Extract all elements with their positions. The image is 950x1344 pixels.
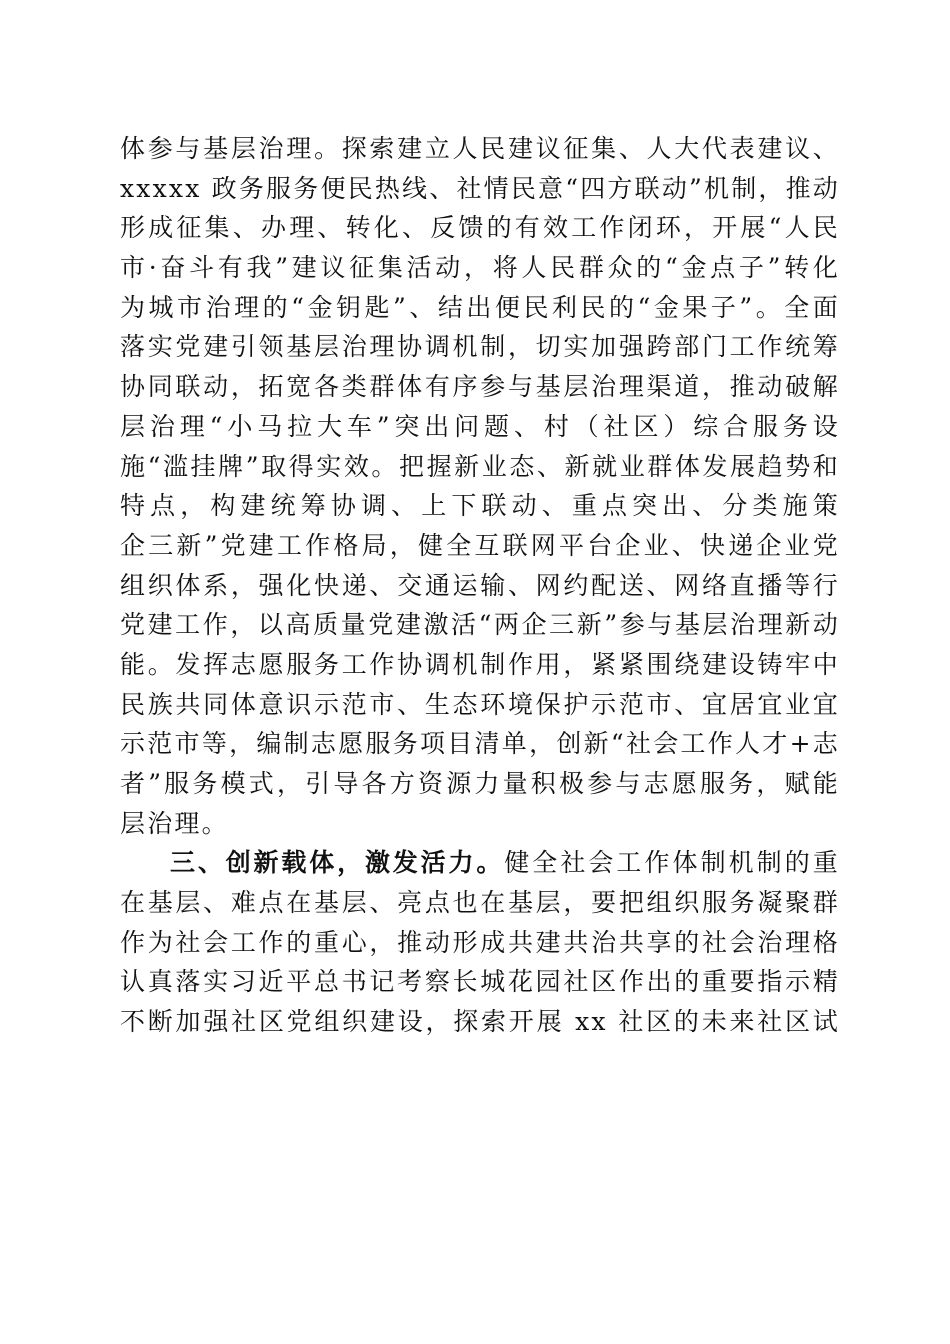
- text-line: 者”服务模式，引导各方资源力量积极参与志愿服务，赋能: [120, 769, 840, 798]
- text-line: 协同联动，拓宽各类群体有序参与基层治理渠道，推动破解: [120, 372, 840, 402]
- text-line: 认真落实习近平总书记考察长城花园社区作出的重要指示精: [120, 967, 840, 997]
- text-line: 能。发挥志愿服务工作协调机制作用，紧紧围绕建设铸牢中: [120, 649, 840, 679]
- text-line: 市·奋斗有我”建议征集活动，将人民群众的“金点子”转化: [120, 253, 840, 283]
- text-line: 体参与基层治理。探索建立人民建议征集、人大代表建议、: [120, 134, 840, 163]
- text-line: 民族共同体意识示范市、生态环境保护示范市、宜居宜业宜: [120, 689, 840, 719]
- text-line: 在基层、难点在基层、亮点也在基层，要把组织服务凝聚群: [120, 888, 840, 918]
- body-text: [120, 129, 840, 1042]
- text-line: 组织体系，强化快递、交通运输、网约配送、网络直播等行: [120, 570, 840, 600]
- text-line: 为城市治理的“金钥匙”、结出便民利民的“金果子”。全面: [120, 292, 840, 322]
- text-line: 落实党建引领基层治理协调机制，切实加强跨部门工作统筹: [120, 332, 840, 362]
- text-line: 层治理。: [120, 808, 229, 838]
- section-heading-line: [120, 843, 840, 883]
- text-line: 不断加强社区党组织建设，探索开展 xx 社区的未来社区试: [120, 1007, 840, 1037]
- text-line: 施“滥挂牌”取得实效。把握新业态、新就业群体发展趋势和: [120, 451, 840, 481]
- text-line: 形成征集、办理、转化、反馈的有效工作闭环，开展“人民: [120, 213, 840, 243]
- text-line: 企三新”党建工作格局，健全互联网平台企业、快递企业党: [120, 530, 840, 560]
- section-heading: 三、创新载体，激发活力。: [170, 848, 505, 878]
- section-first-line-text: 健全社会工作体制机制的重: [504, 848, 840, 878]
- text-line: 党建工作，以高质量党建激活“两企三新”参与基层治理新动: [120, 610, 840, 640]
- text-line: 层治理“小马拉大车”突出问题、村（社区）综合服务设: [120, 411, 840, 441]
- text-line: 特点，构建统筹协调、上下联动、重点突出、分类施策: [120, 491, 840, 521]
- text-line: 示范市等，编制志愿服务项目清单，创新“社会工作人才+志: [120, 729, 840, 759]
- text-line: 作为社会工作的重心，推动形成共建共治共享的社会治理格: [120, 927, 840, 957]
- text-line: xxxxx 政务服务便民热线、社情民意“四方联动”机制，推动: [120, 173, 840, 203]
